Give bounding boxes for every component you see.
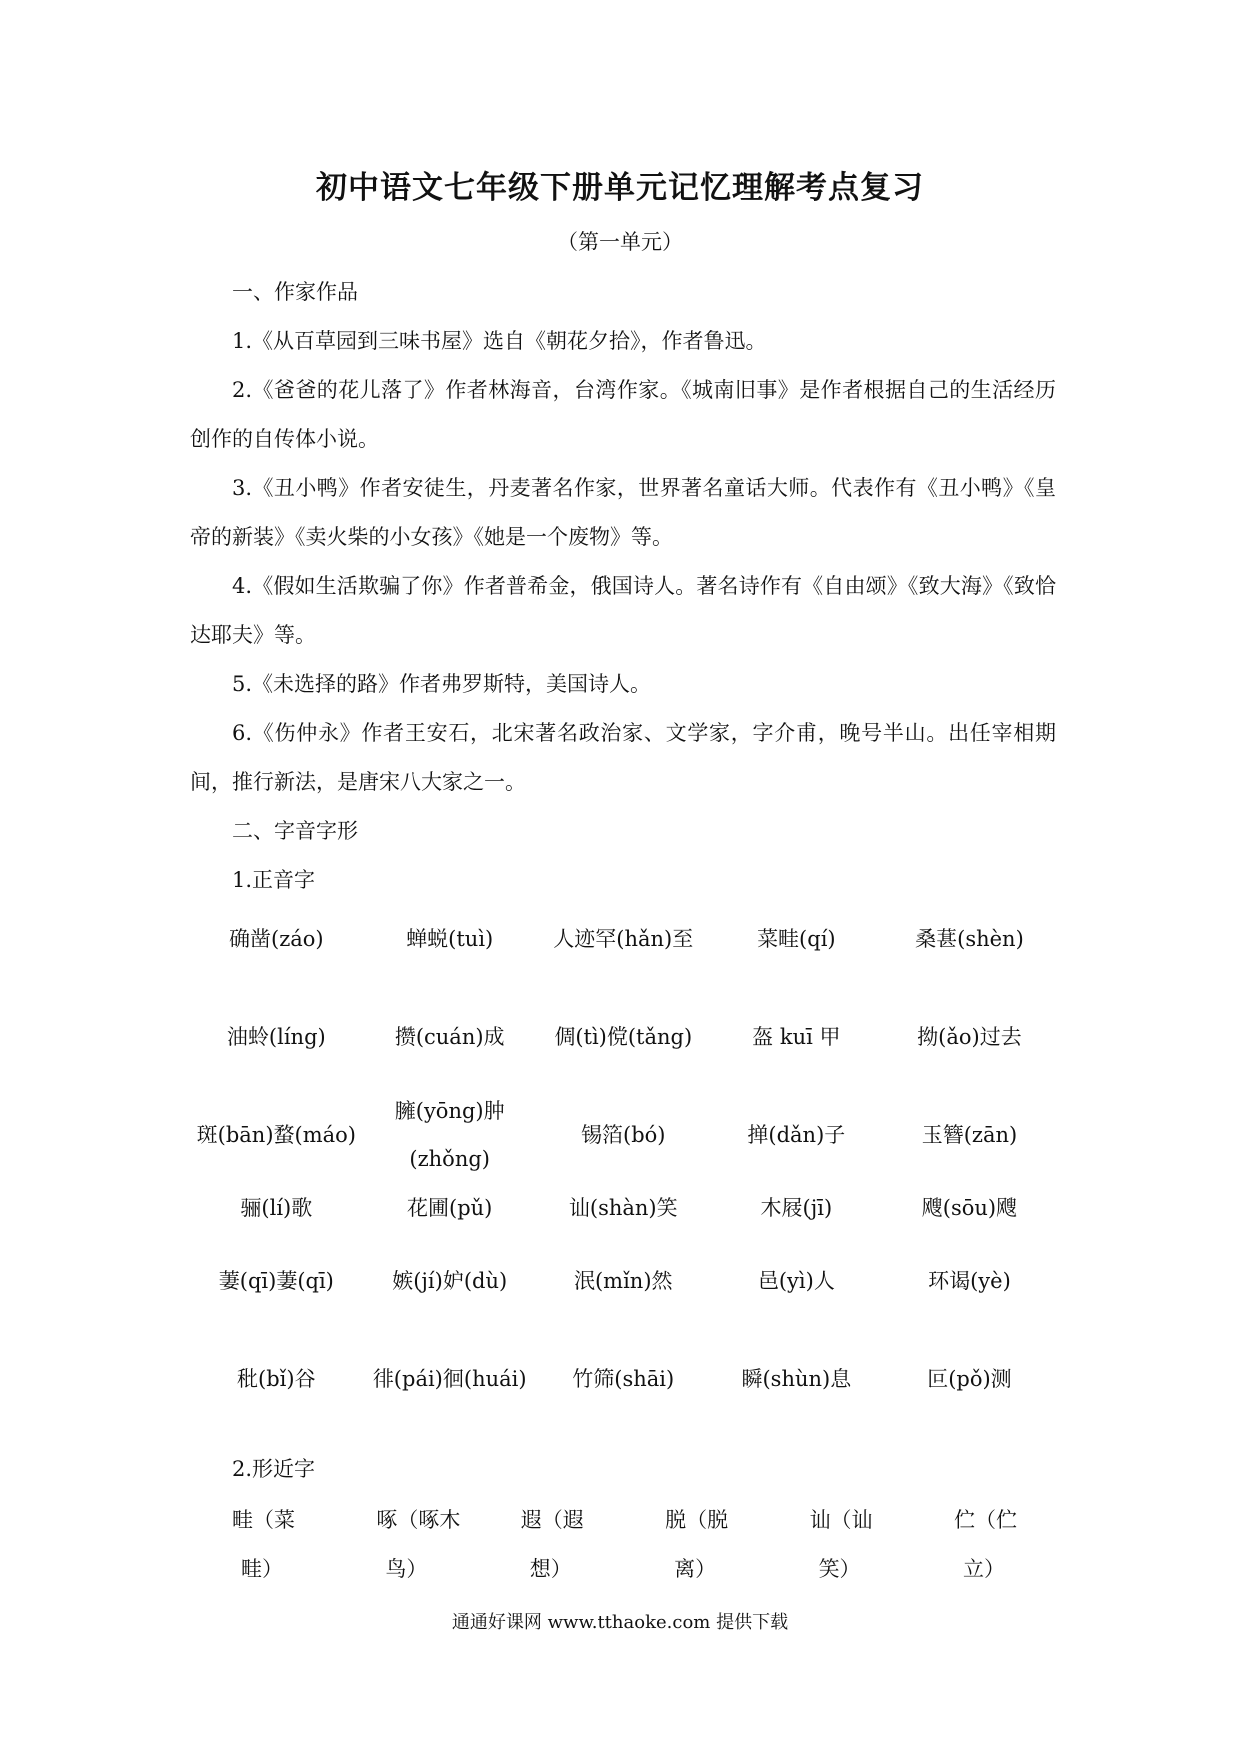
table-cell: 倜(tì)傥(tǎng): [554, 1025, 693, 1049]
section-heading: 二、字音字形: [232, 819, 358, 843]
similar-char-top: 遐（遐: [520, 1508, 584, 1532]
list-item: 6.《伤仲永》作者王安石，北宋著名政治家、文学家，字介甫，晚号半山。出任宰相期间，推行新法，是唐宋八大家之一。: [190, 721, 1056, 794]
similar-chars-grid: [190, 1496, 1056, 1594]
similar-char-bottom: 离）: [674, 1557, 717, 1581]
page-title: 初中语文七年级下册单元记忆理解考点复习: [316, 170, 924, 206]
table-cell: 臃(yōng)肿(zhǒng): [394, 1099, 505, 1171]
table-cell: 泯(mǐn)然: [573, 1269, 673, 1293]
page-footer: 通通好课网 www.tthaoke.com 提供下载: [451, 1612, 789, 1633]
table-row: [190, 988, 1056, 1086]
table-cell: 叵(pǒ)测: [927, 1367, 1012, 1391]
table-cell: 玉簪(zān): [921, 1123, 1018, 1147]
table-cell: 蝉蜕(tuì): [406, 927, 494, 951]
table-row: [190, 1232, 1056, 1330]
similar-char-bottom: 想）: [529, 1557, 572, 1581]
table-row: [190, 1330, 1056, 1428]
table-cell: 竹筛(shāi): [572, 1367, 675, 1391]
table-cell: 桑葚(shèn): [915, 927, 1024, 951]
similar-chars-row-top: [190, 1496, 1056, 1545]
list-item: 3.《丑小鸭》作者安徒生，丹麦著名作家，世界著名童话大师。代表作有《丑小鸭》《皇帝的新装》《卖火柴的小女孩》《她是一个废物》等。: [190, 476, 1056, 549]
table-row: [190, 1184, 1056, 1232]
similar-char-top: 讪（讪: [809, 1508, 873, 1532]
list-item: 2.《爸爸的花儿落了》作者林海音，台湾作家。《城南旧事》是作者根据自己的生活经历创作的自传体小说。: [190, 378, 1056, 451]
similar-char-bottom: 畦）: [241, 1557, 283, 1581]
subsection-heading: 1.正音字: [232, 868, 316, 892]
table-cell: 人迹罕(hǎn)至: [553, 927, 694, 951]
table-cell: 邑(yì)人: [757, 1269, 835, 1293]
table-cell: 讪(shàn)笑: [568, 1196, 678, 1220]
table-cell: 嫉(jí)妒(dù): [392, 1269, 508, 1293]
table-row: [190, 890, 1056, 988]
similar-char-bottom: 立）: [962, 1557, 1005, 1581]
table-cell: 瞬(shùn)息: [741, 1367, 852, 1391]
table-cell: 盔 kuī 甲: [752, 1025, 841, 1049]
pronunciation-table: [190, 890, 1056, 1428]
list-item: 5.《未选择的路》作者弗罗斯特，美国诗人。: [232, 672, 652, 696]
subsection-heading: 2.形近字: [232, 1457, 316, 1481]
table-cell: 环谒(yè): [928, 1269, 1011, 1293]
unit-subtitle: （第一单元）: [557, 230, 683, 254]
similar-char-bottom: 笑）: [818, 1557, 861, 1581]
list-item: 1.《从百草园到三味书屋》选自《朝花夕拾》，作者鲁迅。: [232, 329, 767, 353]
table-cell: 拗(ǎo)过去: [917, 1025, 1022, 1049]
table-cell: 飕(sōu)飕: [921, 1196, 1018, 1220]
section-similar-chars: [190, 1445, 1056, 1494]
similar-char-top: 伫（伫: [953, 1508, 1017, 1532]
table-row: [190, 1086, 1056, 1184]
table-cell: 锡箔(bó): [581, 1123, 666, 1147]
similar-char-top: 畦（菜: [232, 1508, 295, 1532]
table-cell: 萋(qī)萋(qī): [218, 1269, 334, 1293]
similar-chars-row-bottom: [190, 1545, 1056, 1594]
table-cell: 花圃(pǔ): [407, 1196, 493, 1220]
similar-char-top: 脱（脱: [665, 1508, 729, 1532]
table-cell: 徘(pái)徊(huái): [372, 1367, 527, 1391]
table-cell: 秕(bǐ)谷: [237, 1367, 316, 1391]
table-cell: 油蛉(líng): [226, 1025, 326, 1049]
similar-char-bottom: 鸟）: [385, 1557, 428, 1581]
section-heading: 一、作家作品: [232, 280, 358, 304]
table-cell: 骊(lí)歌: [240, 1196, 313, 1220]
section-authors-works: [190, 268, 1056, 905]
similar-char-top: 啄（啄木: [376, 1508, 461, 1532]
table-cell: 斑(bān)蝥(máo): [196, 1123, 356, 1147]
list-item: 4.《假如生活欺骗了你》作者普希金，俄国诗人。著名诗作有《自由颂》《致大海》《致恰达耶夫》等。: [190, 574, 1056, 647]
table-cell: 菜畦(qí): [757, 927, 836, 951]
table-cell: 掸(dǎn)子: [747, 1123, 846, 1147]
table-cell: 攒(cuán)成: [394, 1025, 505, 1049]
table-cell: 确凿(záo): [229, 927, 324, 951]
table-cell: 木屐(jī): [760, 1196, 833, 1220]
